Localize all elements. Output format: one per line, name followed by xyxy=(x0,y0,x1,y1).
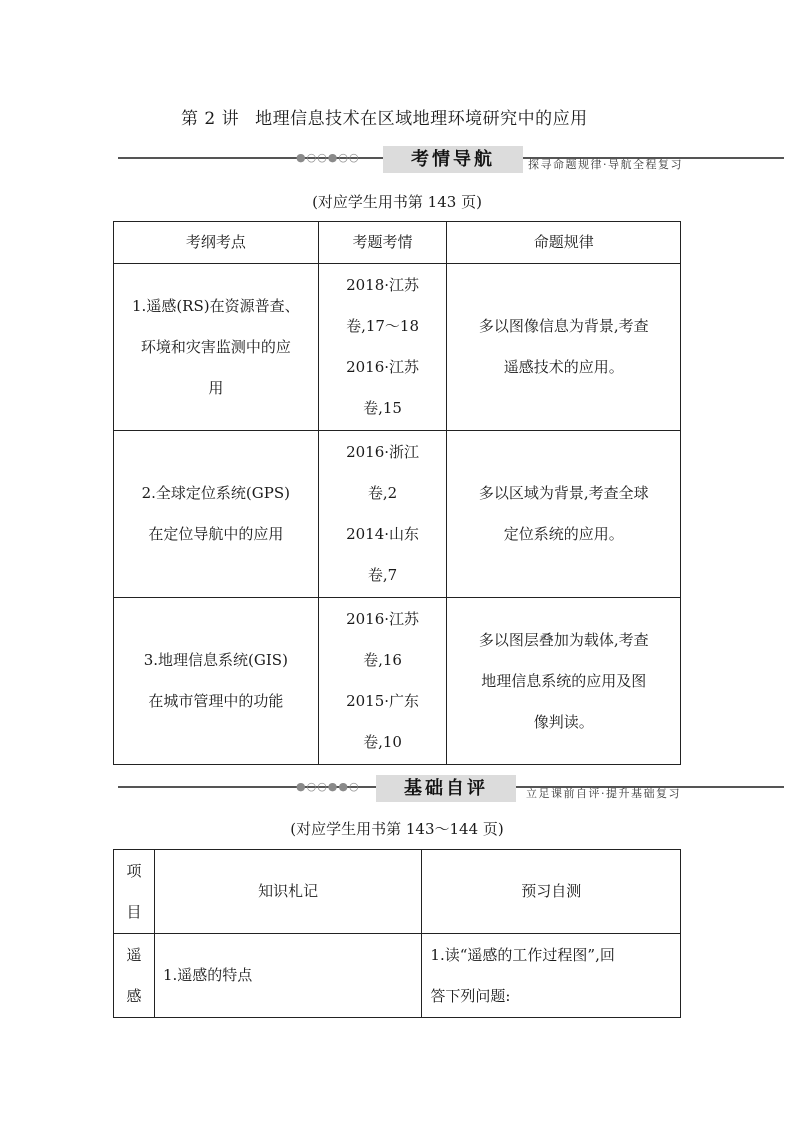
outline-point-cell: 2.全球定位系统(GPS) 在定位导航中的应用 xyxy=(114,431,319,598)
rule-cell: 多以图像信息为背景,考查 遥感技术的应用。 xyxy=(447,264,681,431)
page-title xyxy=(181,104,588,129)
section-tagline: 探寻命题规律·导航全程复习 xyxy=(528,158,683,171)
exam-outline-table xyxy=(113,221,681,765)
column-header: 知识札记 xyxy=(154,850,421,934)
section-caption: (对应学生用书第 143～144 页) xyxy=(290,820,504,838)
item-cell: 遥 感 xyxy=(114,934,155,1018)
preview-test-cell: 1.读“遥感的工作过程图”,回 答下列问题: xyxy=(422,934,681,1018)
lecture-number: 第 2 讲 xyxy=(181,109,240,129)
section-banner-exam-guide xyxy=(118,146,784,182)
table-row xyxy=(114,264,681,431)
knowledge-notes-cell: 1.遥感的特点 xyxy=(154,934,421,1018)
column-header: 考题考情 xyxy=(318,222,447,264)
column-header: 考纲考点 xyxy=(114,222,319,264)
section-label: 基础自评 xyxy=(376,775,516,802)
column-header: 预习自测 xyxy=(422,850,681,934)
table-row xyxy=(114,934,681,1018)
outline-point-cell: 1.遥感(RS)在资源普查、 环境和灾害监测中的应 用 xyxy=(114,264,319,431)
column-header: 项 目 xyxy=(114,850,155,934)
exam-record-cell: 2018·江苏 卷,17～18 2016·江苏 卷,15 xyxy=(318,264,447,431)
rule-cell: 多以区域为背景,考查全球 定位系统的应用。 xyxy=(447,431,681,598)
exam-record-cell: 2016·浙江 卷,2 2014·山东 卷,7 xyxy=(318,431,447,598)
lecture-heading: 地理信息技术在区域地理环境研究中的应用 xyxy=(255,109,588,129)
table-row xyxy=(114,431,681,598)
banner-dots-decoration: ●○○●○○ xyxy=(296,151,360,164)
section-tagline: 立足课前自评·提升基础复习 xyxy=(526,787,681,800)
column-header: 命题规律 xyxy=(447,222,681,264)
section-label: 考情导航 xyxy=(383,146,523,173)
table-row xyxy=(114,598,681,765)
outline-point-cell: 3.地理信息系统(GIS) 在城市管理中的功能 xyxy=(114,598,319,765)
section-caption: (对应学生用书第 143 页) xyxy=(312,193,482,211)
rule-cell: 多以图层叠加为载体,考查 地理信息系统的应用及图 像判读。 xyxy=(447,598,681,765)
exam-record-cell: 2016·江苏 卷,16 2015·广东 卷,10 xyxy=(318,598,447,765)
self-review-table xyxy=(113,849,681,1018)
section-banner-basic-review xyxy=(118,775,784,811)
table-header-row xyxy=(114,222,681,264)
banner-dots-decoration: ●○○●●○ xyxy=(296,780,360,793)
table-header-row xyxy=(114,850,681,934)
